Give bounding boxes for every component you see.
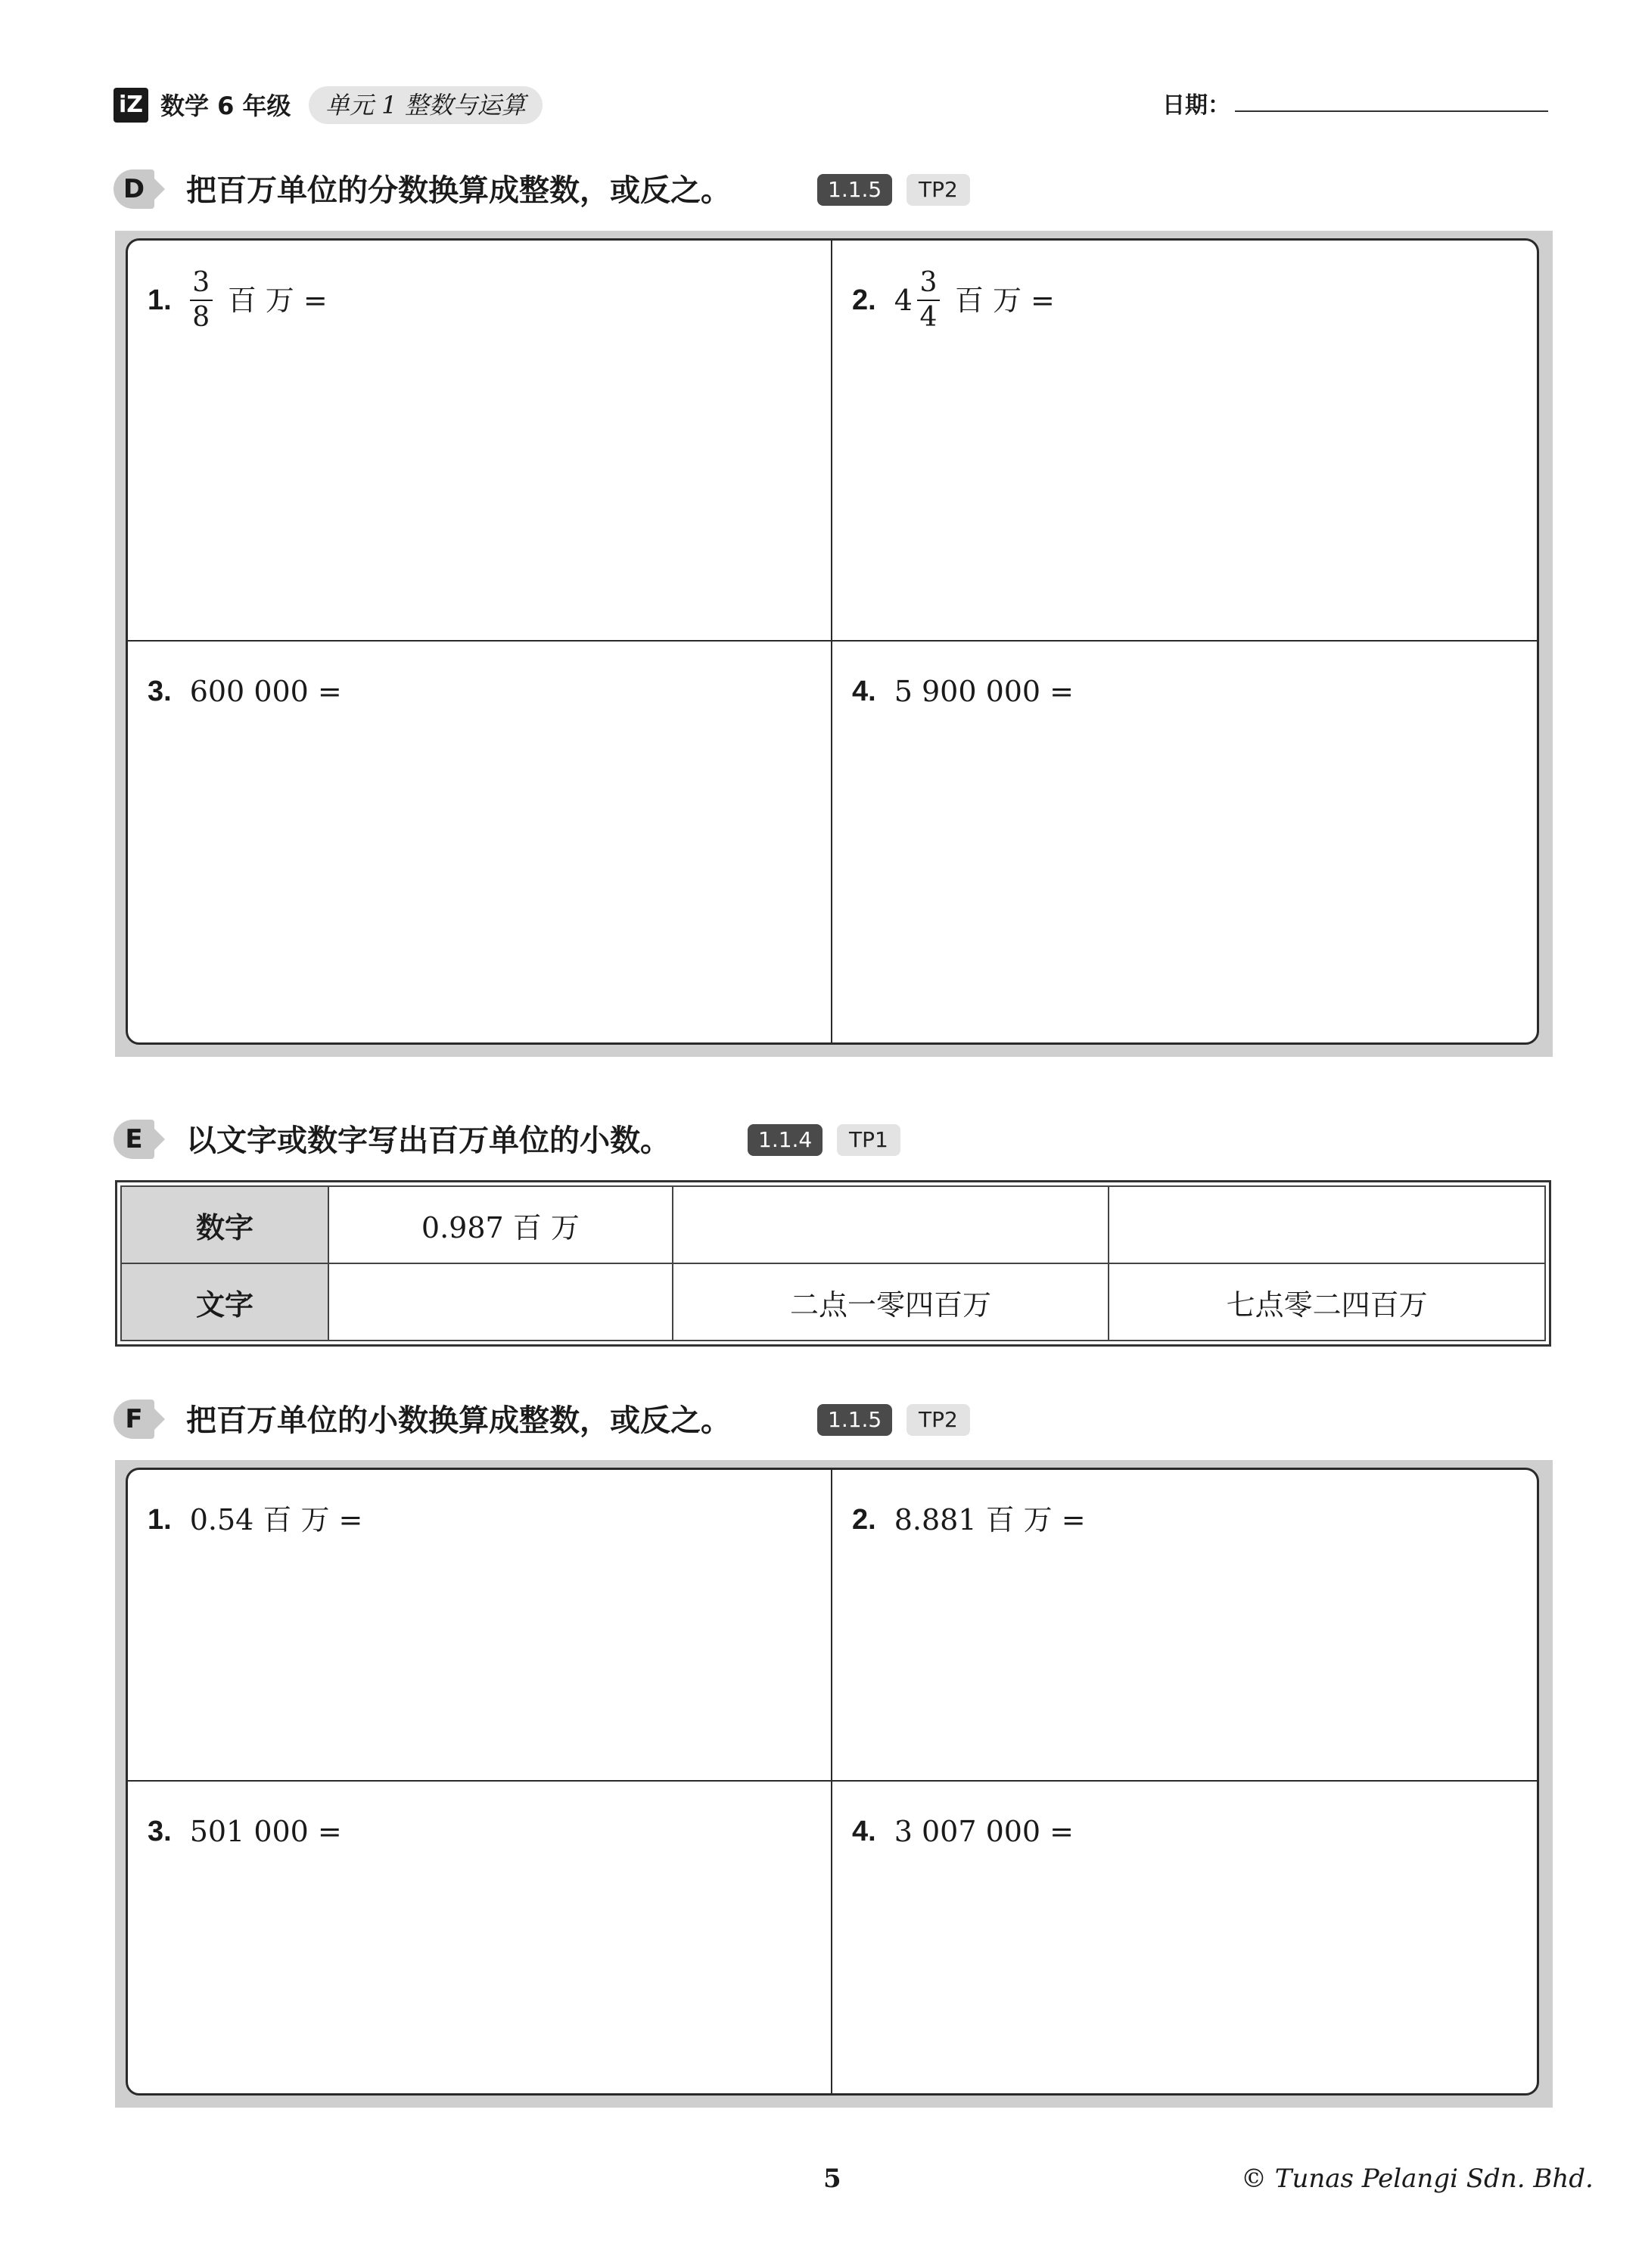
publisher-logo: iZ (114, 88, 148, 123)
question-f4 (852, 1809, 1074, 1854)
table-cell[interactable] (328, 1263, 673, 1341)
question-number: 1. (148, 1504, 172, 1536)
section-f-level-tag: TP2 (907, 1404, 970, 1436)
question-f3 (148, 1809, 342, 1854)
section-d-header (114, 166, 1022, 212)
answer-cell[interactable] (128, 642, 832, 1042)
table-cell[interactable] (1109, 1186, 1545, 1263)
section-d-badge: D (114, 169, 154, 209)
section-f-header (114, 1397, 1022, 1442)
table-cell[interactable]: 0.987 百 万 (328, 1186, 673, 1263)
fraction-bar (190, 300, 213, 301)
question-d4 (852, 669, 1074, 714)
table-row (121, 1263, 1545, 1341)
answer-cell[interactable] (128, 241, 832, 642)
copyright-notice: © Tunas Pelangi Sdn. Bhd. (1241, 2164, 1594, 2194)
date-field[interactable] (1235, 110, 1548, 112)
section-e-standard-tag: 1.1.4 (748, 1124, 823, 1156)
question-number: 3. (148, 676, 172, 707)
question-number: 2. (852, 284, 876, 316)
question-text: 3 007 000 = (894, 1815, 1074, 1848)
question-text: 5 900 000 = (894, 675, 1074, 708)
table-cell[interactable]: 二点一零四百万 (673, 1263, 1109, 1341)
question-d1 (148, 268, 328, 333)
question-number: 4. (852, 676, 876, 707)
numerator: 3 (192, 267, 210, 298)
question-unit: 百 万 = (954, 284, 1055, 317)
section-e-badge: E (114, 1120, 154, 1159)
section-f-standard-tag: 1.1.5 (817, 1404, 892, 1436)
table-cell[interactable]: 七点零二四百万 (1109, 1263, 1545, 1341)
question-number: 1. (148, 284, 172, 316)
question-d2 (852, 268, 1055, 333)
answer-cell[interactable] (832, 241, 1537, 642)
unit-label: 单元 1 整数与运算 (309, 86, 543, 124)
question-text: 0.54 百 万 = (189, 1503, 363, 1536)
answer-cell[interactable] (832, 642, 1537, 1042)
section-f-grid (126, 1468, 1539, 2096)
question-number: 2. (852, 1504, 876, 1536)
date-label: 日期： (1162, 92, 1230, 119)
answer-cell[interactable] (832, 1782, 1537, 2093)
table-row (121, 1186, 1545, 1263)
fraction-bar (917, 300, 940, 301)
whole-number: 4 (894, 284, 913, 317)
answer-cell[interactable] (128, 1470, 832, 1782)
question-f1 (148, 1497, 362, 1543)
question-text: 600 000 = (189, 675, 342, 708)
section-e-level-tag: TP1 (837, 1124, 900, 1156)
question-number: 3. (148, 1816, 172, 1847)
section-e-header (114, 1117, 1022, 1162)
question-f2 (852, 1497, 1086, 1543)
answer-cell[interactable] (128, 1782, 832, 2093)
fraction (917, 268, 940, 333)
row-header-words: 文字 (121, 1263, 328, 1341)
section-f-title: 把百万单位的小数换算成整数，或反之。 (186, 1403, 731, 1438)
denominator: 4 (919, 302, 938, 333)
section-d-level-tag: TP2 (907, 174, 970, 206)
answer-cell[interactable] (832, 1470, 1537, 1782)
question-number: 4. (852, 1816, 876, 1847)
section-d-answer-box (115, 231, 1553, 1057)
section-d-standard-tag: 1.1.5 (817, 174, 892, 206)
page-number: 5 (823, 2164, 841, 2194)
denominator: 8 (192, 302, 210, 333)
numerator: 3 (919, 267, 938, 298)
section-f-answer-box (115, 1460, 1553, 2108)
question-text: 8.881 百 万 = (894, 1503, 1086, 1536)
question-unit: 百 万 = (227, 284, 328, 317)
section-f-badge: F (114, 1400, 154, 1439)
section-d-grid (126, 238, 1539, 1045)
question-d3 (148, 669, 342, 714)
subject-label: 数学 6 年级 (160, 92, 291, 120)
section-e-table (120, 1185, 1546, 1341)
table-cell[interactable] (673, 1186, 1109, 1263)
row-header-numbers: 数字 (121, 1186, 328, 1263)
section-e-title: 以文字或数字写出百万单位的小数。 (186, 1123, 670, 1158)
section-d-title: 把百万单位的分数换算成整数，或反之。 (186, 173, 731, 208)
question-text: 501 000 = (189, 1815, 342, 1848)
fraction (190, 268, 213, 333)
section-e-table-frame (115, 1180, 1551, 1347)
